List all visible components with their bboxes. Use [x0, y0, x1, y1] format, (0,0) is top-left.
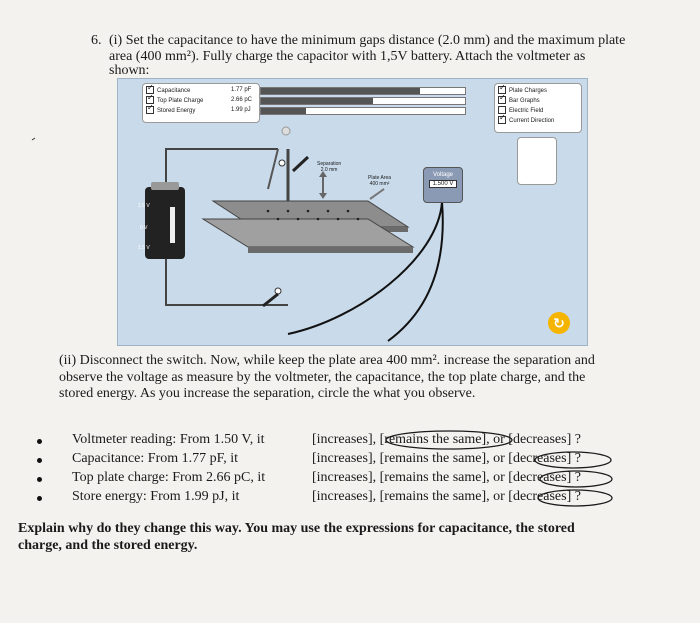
voltmeter-reading: 1.500 V [429, 180, 457, 188]
separation-label: Separation 2.0 mm [317, 161, 342, 173]
explain-line2: charge, and the stored energy. [18, 538, 198, 553]
checkbox-icon[interactable] [498, 96, 506, 104]
plate-area-label: Plate Area 400 mm² [368, 175, 392, 187]
bullet-energy-lead: Store energy: From 1.99 pJ, it [72, 489, 240, 504]
plate-charges-option[interactable]: ✓Plate Charges [498, 86, 578, 96]
checkbox-icon[interactable] [146, 106, 154, 114]
bullet-icon [37, 477, 42, 482]
bar-graphs-option[interactable]: ✓Bar Graphs [498, 96, 578, 106]
voltmeter[interactable] [423, 167, 463, 203]
top-plate-charge-row[interactable]: ✓Top Plate Charge [146, 96, 256, 106]
electric-field-option[interactable]: Electric Field [498, 106, 578, 116]
bullet-energy-options[interactable]: [increases], [remains the same], or [decreases] ? [312, 489, 581, 504]
explain-line1: Explain why do they change this way. You may use the expressions for capacitance, the stored [18, 521, 575, 536]
battery-bottom-label: 1.5 V [138, 245, 150, 251]
part2-line2: observe the voltage as measure by the voltmeter, the capacitance, the top plate charge, and the [59, 370, 586, 385]
capacitor-simulation [117, 78, 588, 346]
energy-bar [260, 107, 466, 115]
capacitance-bar [260, 87, 466, 95]
stored-energy-row[interactable]: ✓Stored Energy [146, 106, 256, 116]
battery-mid-label: 0 V [140, 225, 148, 231]
readout-box [517, 137, 557, 185]
question-number: 6. [91, 33, 102, 48]
bullet-charge-options[interactable]: [increases], [remains the same], or [decreases] ? [312, 470, 581, 485]
part1-line2: area (400 mm²). Fully charge the capacitor with 1,5V battery. Attach the voltmeter as [109, 49, 586, 64]
bullet-icon [37, 439, 42, 444]
view-options-panel [494, 83, 582, 133]
energy-value: 1.99 pJ [231, 107, 251, 113]
part2-line1: (ii) Disconnect the switch. Now, while keep the plate area 400 mm². increase the separation and [59, 353, 595, 368]
battery-top-label: 1.5 V [138, 203, 150, 209]
bullet-voltmeter-lead: Voltmeter reading: From 1.50 V, it [72, 432, 265, 447]
voltmeter-label: Voltage [432, 172, 454, 178]
current-direction-option[interactable]: ✓Current Direction [498, 116, 578, 126]
charge-bar [260, 97, 466, 105]
charge-value: 2.66 pC [231, 97, 253, 103]
capacitance-row[interactable]: ✓Capacitance [146, 86, 256, 96]
part1-line1: (i) Set the capacitance to have the minimum gaps distance (2.0 mm) and the maximum plate [109, 33, 626, 48]
checkbox-icon[interactable] [498, 116, 506, 124]
part1-line3: shown: [109, 63, 150, 78]
capacitance-value: 1.77 pF [231, 87, 252, 93]
bullet-charge-lead: Top plate charge: From 2.66 pC, it [72, 470, 266, 485]
bullet-icon [37, 496, 42, 501]
bullet-capacitance-lead: Capacitance: From 1.77 pF, it [72, 451, 239, 466]
reset-icon[interactable]: ↻ [548, 312, 570, 334]
bullet-voltmeter-options[interactable]: [increases], [remains the same], or [decreases] ? [312, 432, 581, 447]
bullet-capacitance-options[interactable]: [increases], [remains the same], or [decreases] ? [312, 451, 581, 466]
part2-line3: stored energy. As you increase the separation, circle the what you observe. [59, 386, 476, 401]
bullet-icon [37, 458, 42, 463]
